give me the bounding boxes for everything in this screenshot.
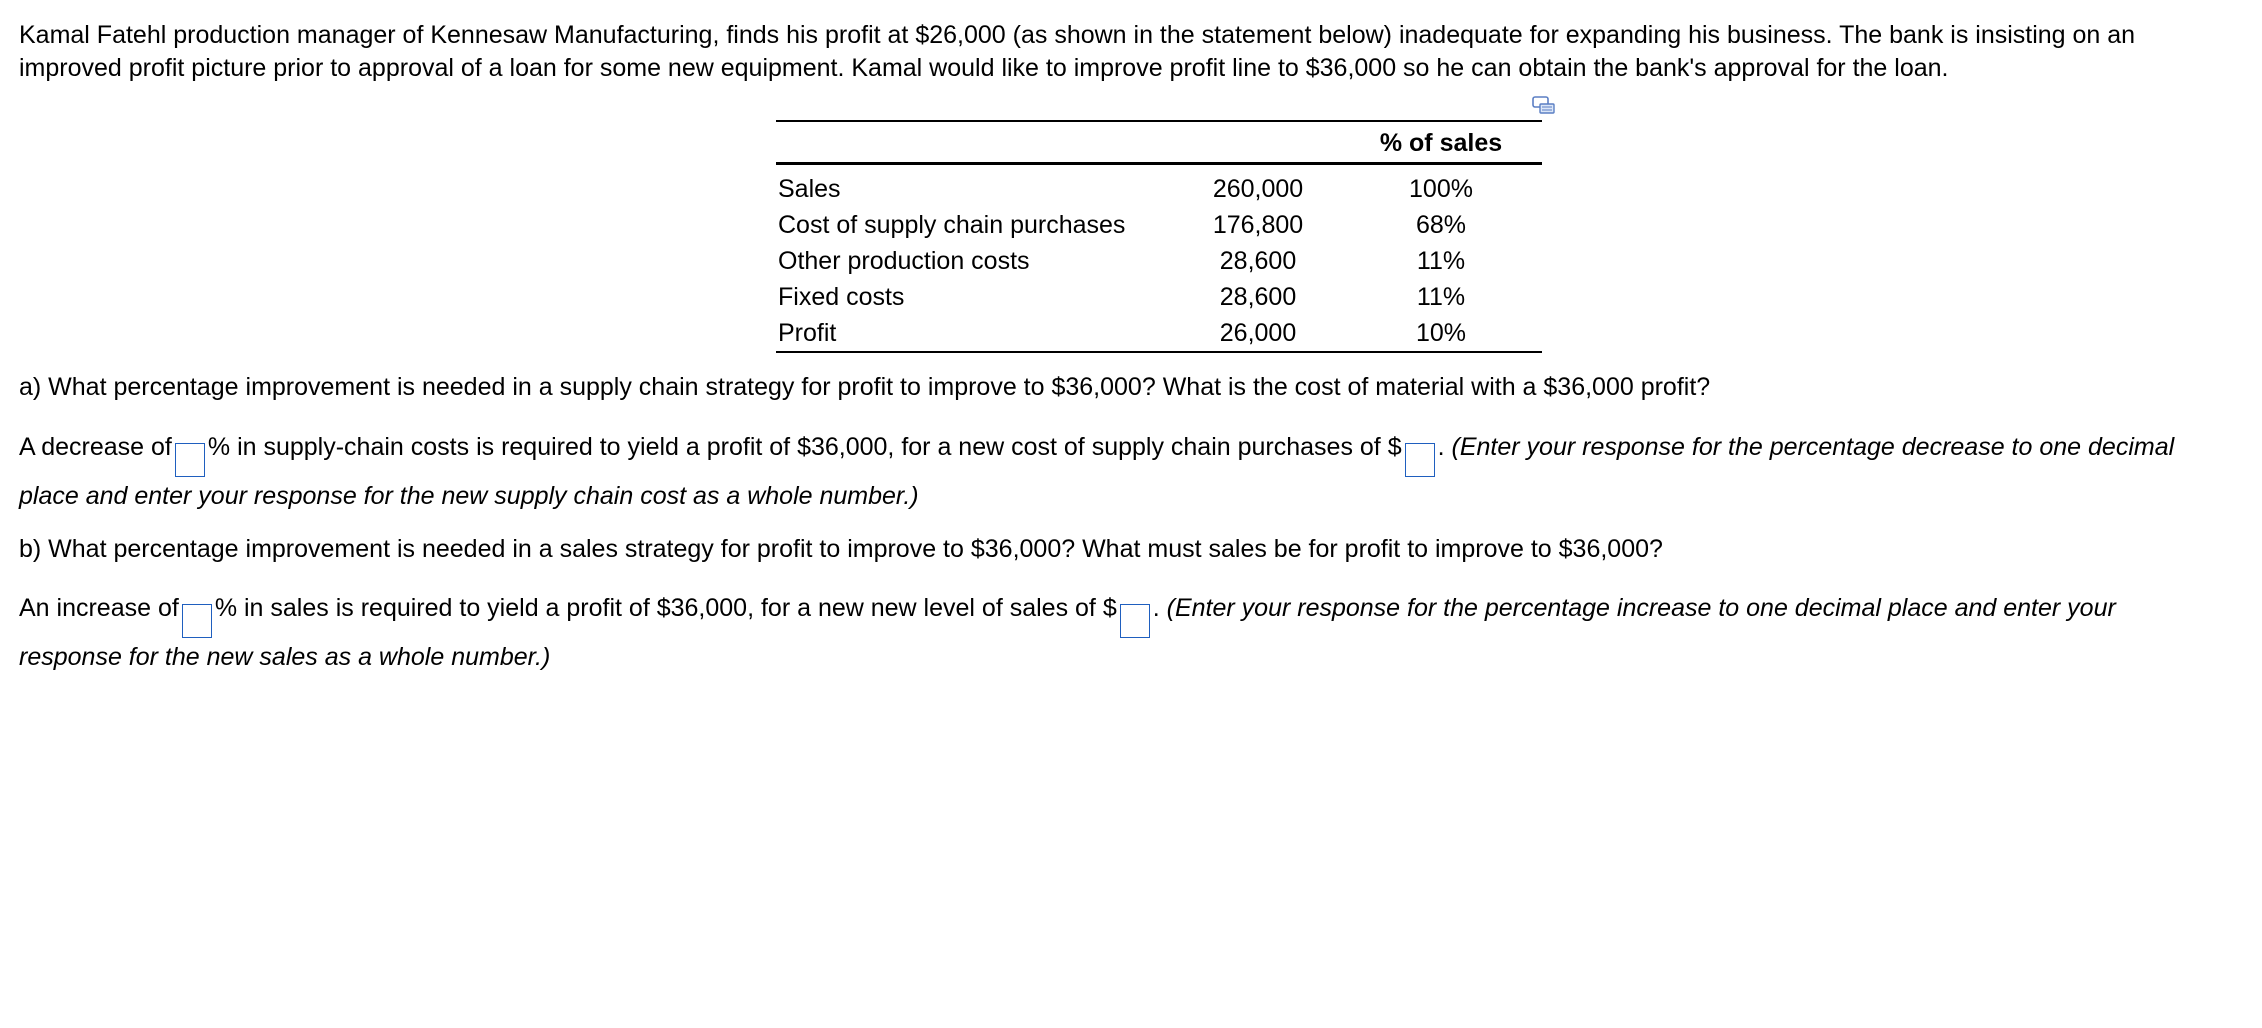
intro-line-1: Kamal Fatehl production manager of Kennesaw Manufacturing, finds his profit at $26,000 (as shown in the statement below) inadequate for expanding his business. The bank is insisting on an [19,21,2136,49]
answer-b-prefix: An increase of [19,594,179,622]
row-label: Cost of supply chain purchases [778,210,1126,239]
row-amount: 176,800 [1212,210,1304,239]
supply-chain-decrease-pct-input[interactable] [175,443,205,477]
row-amount: 28,600 [1219,246,1297,275]
answer-a-note-1: (Enter your response for the percentage decrease to one decimal [1451,433,2175,461]
header-pct-of-sales: % of sales [1340,121,1542,164]
answer-b-period: . [1152,594,1160,622]
row-amount: 26,000 [1219,318,1297,347]
answer-a [19,428,2262,516]
row-pct: 11% [1416,246,1466,275]
row-amount: 260,000 [1212,174,1304,203]
intro-line-2: improved profit picture prior to approval of a loan for some new equipment. Kamal would like to improve profit line to $36,000 so he can obtain the bank's approval for the loan. [19,54,1949,82]
answer-a-note-2: place and enter your response for the new supply chain cost as a whole number.) [19,481,919,510]
new-supply-chain-cost-input[interactable] [1405,443,1435,477]
row-amount: 28,600 [1219,282,1297,311]
table-row-profit [776,315,1542,352]
copy-table-icon[interactable] [1532,95,1556,115]
row-pct: 100% [1409,174,1473,203]
answer-a-middle: % in supply-chain costs is required to yield a profit of $36,000, for a new cost of supply chain purchases of $ [207,433,1402,461]
header-label-col [776,121,1176,164]
answer-b-line-1 [19,589,2262,638]
answer-a-period: . [1437,433,1445,461]
answer-b-line-2 [19,638,2262,677]
table-header-row [776,121,1542,164]
answer-b-note-1: (Enter your response for the percentage increase to one decimal place and enter your [1166,594,2116,622]
row-pct: 10% [1415,318,1467,347]
row-label: Other production costs [778,246,1030,275]
table-row-fixed-costs [776,279,1542,315]
question-a: a) What percentage improvement is needed in a supply chain strategy for profit to improve to $36,000? What is the cost of material with a $36,000 profit? [19,373,1711,401]
answer-a-line-2 [19,477,2262,516]
answer-b-middle: % in sales is required to yield a profit of $36,000, for a new new level of sales of $ [214,594,1117,622]
row-label: Profit [778,318,837,347]
income-statement-table [776,120,1542,353]
table-row-supply-chain [776,207,1542,243]
table-row-other-production [776,243,1542,279]
answer-b-note-2: response for the new sales as a whole number.) [19,642,551,671]
row-label: Sales [778,174,841,203]
problem-intro [19,19,2239,85]
row-pct: 68% [1415,210,1467,239]
header-amount-col [1176,121,1340,164]
row-pct: 11% [1416,282,1466,311]
answer-b [19,589,2262,677]
new-sales-input[interactable] [1120,604,1150,638]
answer-a-line-1 [19,428,2262,477]
table-row-sales [776,164,1542,208]
question-b: b) What percentage improvement is needed in a sales strategy for profit to improve to $36,000? What must sales be for profit to improve to $36,000? [19,535,1663,563]
sales-increase-pct-input[interactable] [182,604,212,638]
row-label: Fixed costs [778,282,905,311]
answer-a-prefix: A decrease of [19,433,172,461]
